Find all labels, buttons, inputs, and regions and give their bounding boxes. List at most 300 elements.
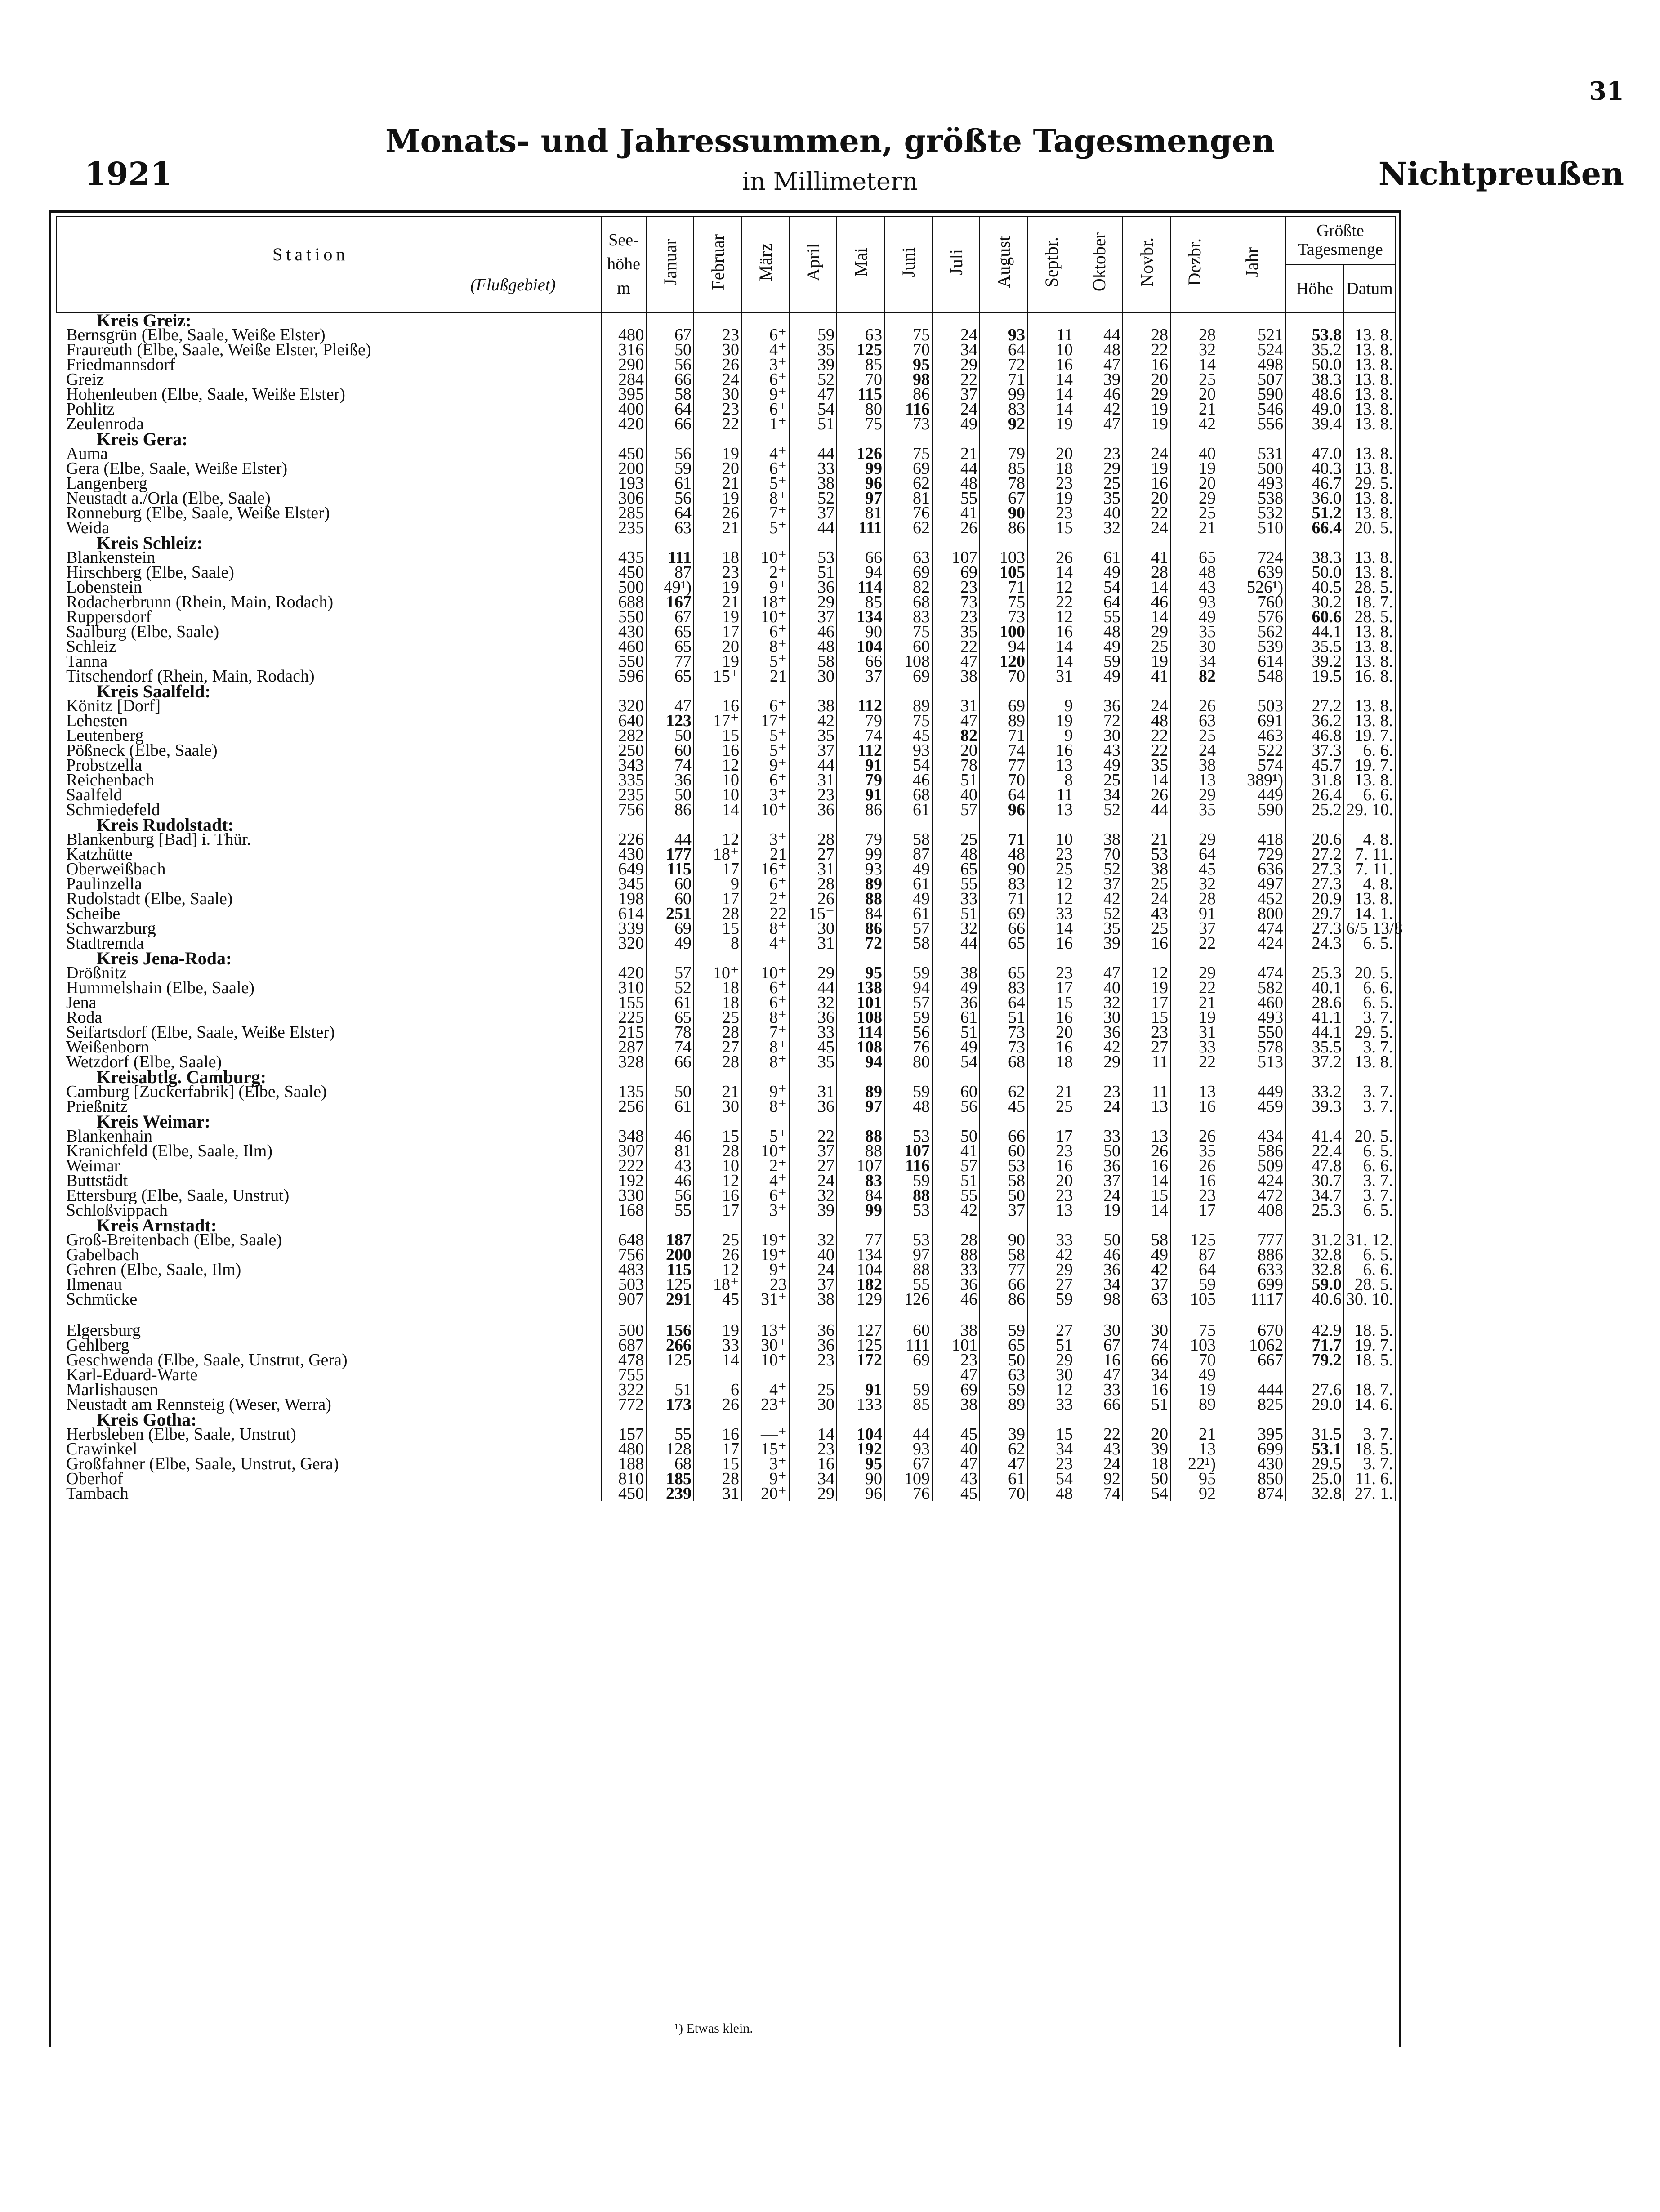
station-name: Schwarzburg bbox=[56, 921, 601, 936]
month-value-cell: 66 bbox=[980, 1277, 1027, 1292]
month-value-cell: 13 bbox=[1123, 1129, 1170, 1144]
month-value-cell: 70 bbox=[884, 343, 932, 357]
month-value-cell: 42 bbox=[1075, 892, 1123, 906]
station-name: Rodacherbrunn (Rhein, Main, Rodach) bbox=[56, 595, 601, 610]
groesste-datum-cell: 31. 12. bbox=[1344, 1233, 1395, 1248]
month-value-cell: 28 bbox=[1123, 565, 1170, 580]
month-value-cell: 85 bbox=[837, 357, 884, 372]
month-value-cell: 16 bbox=[694, 1427, 741, 1442]
station-name: Neustadt am Rennsteig (Weser, Werra) bbox=[56, 1397, 601, 1412]
month-header-aug bbox=[980, 216, 1027, 312]
month-value-cell: 50 bbox=[646, 728, 694, 743]
jahr-cell: 503 bbox=[1218, 699, 1285, 714]
month-value-cell: 71 bbox=[980, 580, 1027, 595]
month-value-cell: 16 bbox=[1027, 743, 1075, 758]
month-value-cell: 111 bbox=[837, 521, 884, 535]
month-value-cell: 19⁺ bbox=[741, 1233, 789, 1248]
month-value-cell: 40 bbox=[932, 788, 980, 803]
month-value-cell: 79 bbox=[837, 773, 884, 788]
table-body bbox=[56, 310, 1403, 1503]
month-header-jul bbox=[932, 216, 980, 312]
month-value-cell: 54 bbox=[789, 402, 837, 417]
jahr-cell: 850 bbox=[1218, 1472, 1285, 1486]
month-value-cell: 51 bbox=[932, 773, 980, 788]
month-value-cell: 73 bbox=[980, 1025, 1027, 1040]
month-value-cell: 43 bbox=[1075, 1442, 1123, 1457]
month-value-cell: 23 bbox=[741, 1277, 789, 1292]
month-value-cell: 29 bbox=[1027, 1262, 1075, 1277]
month-value-cell: 21 bbox=[741, 669, 789, 684]
month-value-cell: 48 bbox=[1123, 714, 1170, 728]
month-value-cell: 15⁺ bbox=[789, 906, 837, 921]
jahr-cell: 510 bbox=[1218, 521, 1285, 535]
month-value-cell: 14 bbox=[789, 1427, 837, 1442]
jahr-cell: 699 bbox=[1218, 1442, 1285, 1457]
month-value-cell: 30 bbox=[789, 921, 837, 936]
month-value-cell: 14 bbox=[1123, 610, 1170, 624]
month-value-cell: 76 bbox=[884, 506, 932, 521]
month-value-cell: 40 bbox=[1075, 981, 1123, 995]
station-name: Kranichfeld (Elbe, Saale, Ilm) bbox=[56, 1144, 601, 1159]
jahr-cell: 576 bbox=[1218, 610, 1285, 624]
jahr-cell: 548 bbox=[1218, 669, 1285, 684]
month-value-cell: 61 bbox=[884, 877, 932, 892]
month-value-cell: 91 bbox=[1170, 906, 1218, 921]
jahr-cell: 389¹) bbox=[1218, 773, 1285, 788]
month-value-cell: 93 bbox=[1170, 595, 1218, 610]
month-value-cell: 88 bbox=[884, 1188, 932, 1203]
station-name: Lehesten bbox=[56, 714, 601, 728]
seehoehe-cell: 235 bbox=[601, 788, 646, 803]
month-value-cell: 87 bbox=[884, 847, 932, 862]
month-value-cell: 15 bbox=[694, 1457, 741, 1472]
groesste-datum-cell: 13. 8. bbox=[1344, 565, 1395, 580]
month-value-cell: 88 bbox=[884, 1262, 932, 1277]
month-value-cell: 44 bbox=[1075, 328, 1123, 343]
station-name: Elgersburg bbox=[56, 1323, 601, 1338]
month-value-cell: 40 bbox=[1170, 446, 1218, 461]
month-value-cell: 20 bbox=[1123, 1427, 1170, 1442]
groesste-datum-cell: 19. 7. bbox=[1344, 758, 1395, 773]
groesste-hoehe-cell: 39.2 bbox=[1285, 654, 1344, 669]
month-value-cell: 38 bbox=[932, 1323, 980, 1338]
groesste-datum-cell: 16. 8. bbox=[1344, 669, 1395, 684]
month-value-cell: 65 bbox=[646, 639, 694, 654]
month-value-cell: 31 bbox=[932, 699, 980, 714]
month-value-cell: 61 bbox=[646, 1099, 694, 1114]
groesste-datum-cell: 13. 8. bbox=[1344, 387, 1395, 402]
seehoehe-cell: 756 bbox=[601, 803, 646, 817]
month-value-cell: 68 bbox=[980, 1055, 1027, 1070]
month-value-cell: 38 bbox=[789, 1292, 837, 1307]
month-value-cell: 45 bbox=[884, 728, 932, 743]
month-value-cell: 10 bbox=[1027, 343, 1075, 357]
station-name: Groß-Breitenbach (Elbe, Saale) bbox=[56, 1233, 601, 1248]
month-value-cell: 51 bbox=[980, 1010, 1027, 1025]
month-value-cell: 32 bbox=[789, 995, 837, 1010]
station-name: Weißenborn bbox=[56, 1040, 601, 1055]
month-value-cell: 35 bbox=[1170, 803, 1218, 817]
month-value-cell: 64 bbox=[980, 343, 1027, 357]
seehoehe-cell: 307 bbox=[601, 1144, 646, 1159]
month-value-cell: 83 bbox=[980, 877, 1027, 892]
month-value-cell: 49 bbox=[932, 1040, 980, 1055]
month-value-cell: 23 bbox=[789, 1353, 837, 1368]
month-value-cell: 105 bbox=[980, 565, 1027, 580]
month-value-cell: 81 bbox=[884, 491, 932, 506]
month-value-cell: 36 bbox=[932, 1277, 980, 1292]
month-value-cell: 266 bbox=[646, 1338, 694, 1353]
month-value-cell: 29 bbox=[1027, 1353, 1075, 1368]
month-value-cell: 13 bbox=[1170, 1084, 1218, 1099]
month-value-cell: 75 bbox=[884, 714, 932, 728]
month-value-cell: 86 bbox=[884, 387, 932, 402]
station-name: Gera (Elbe, Saale, Weiße Elster) bbox=[56, 461, 601, 476]
station-name: Großfahner (Elbe, Saale, Unstrut, Gera) bbox=[56, 1457, 601, 1472]
groesste-datum-cell: 13. 8. bbox=[1344, 343, 1395, 357]
groesste-hoehe-cell: 30.7 bbox=[1285, 1173, 1344, 1188]
month-value-cell: 9 bbox=[1027, 699, 1075, 714]
jahr-cell: 408 bbox=[1218, 1203, 1285, 1218]
month-value-cell: 14 bbox=[694, 803, 741, 817]
month-value-cell: 22¹) bbox=[1170, 1457, 1218, 1472]
month-value-cell: 33 bbox=[1027, 1233, 1075, 1248]
month-value-cell: 12 bbox=[1027, 1382, 1075, 1397]
groesste-datum-cell: 6. 6. bbox=[1344, 788, 1395, 803]
groesste-datum-cell: 3. 7. bbox=[1344, 1099, 1395, 1114]
month-value-cell: 53 bbox=[884, 1129, 932, 1144]
groesste-hoehe-cell: 19.5 bbox=[1285, 669, 1344, 684]
groesste-datum-cell: 29. 5. bbox=[1344, 1025, 1395, 1040]
month-value-cell: 58 bbox=[646, 387, 694, 402]
month-value-cell: 49 bbox=[1170, 1368, 1218, 1382]
month-value-cell: 60 bbox=[932, 1084, 980, 1099]
month-value-cell: 9 bbox=[1027, 728, 1075, 743]
month-value-cell: 49 bbox=[1075, 565, 1123, 580]
month-value-cell: 37 bbox=[1170, 921, 1218, 936]
month-value-cell: 5⁺ bbox=[741, 521, 789, 535]
jahr-cell: 825 bbox=[1218, 1397, 1285, 1412]
groesste-hoehe-cell: 46.8 bbox=[1285, 728, 1344, 743]
month-value-cell: 36 bbox=[789, 803, 837, 817]
jahr-cell: 522 bbox=[1218, 743, 1285, 758]
month-value-cell: 16 bbox=[694, 699, 741, 714]
month-value-cell: 63 bbox=[646, 521, 694, 535]
month-value-cell: 33 bbox=[1170, 1040, 1218, 1055]
station-name: Lobenstein bbox=[56, 580, 601, 595]
month-value-cell: 25 bbox=[694, 1010, 741, 1025]
month-value-cell: 31 bbox=[1027, 669, 1075, 684]
month-value-cell: 26 bbox=[1027, 550, 1075, 565]
month-value-cell: 67 bbox=[646, 610, 694, 624]
month-value-cell: 23 bbox=[932, 610, 980, 624]
month-value-cell: 13⁺ bbox=[741, 1323, 789, 1338]
month-value-cell: 82 bbox=[932, 728, 980, 743]
month-value-cell: 36 bbox=[646, 773, 694, 788]
month-value-cell: 33 bbox=[932, 1262, 980, 1277]
station-name: Hirschberg (Elbe, Saale) bbox=[56, 565, 601, 580]
month-value-cell: 1⁺ bbox=[741, 417, 789, 432]
month-label: Juli bbox=[946, 249, 966, 275]
month-value-cell: 36 bbox=[789, 580, 837, 595]
month-value-cell: 10⁺ bbox=[741, 1353, 789, 1368]
seehoehe-cell: 310 bbox=[601, 981, 646, 995]
month-value-cell: 51 bbox=[932, 906, 980, 921]
month-value-cell: 7⁺ bbox=[741, 1025, 789, 1040]
month-value-cell: 14 bbox=[1027, 372, 1075, 387]
month-value-cell: 57 bbox=[932, 1159, 980, 1173]
month-value-cell: 37 bbox=[980, 1203, 1027, 1218]
month-value-cell: 62 bbox=[980, 1084, 1027, 1099]
month-value-cell: 24 bbox=[1123, 699, 1170, 714]
month-value-cell: 48 bbox=[980, 847, 1027, 862]
month-value-cell: 66 bbox=[980, 921, 1027, 936]
month-value-cell: 47 bbox=[1075, 417, 1123, 432]
month-value-cell: 67 bbox=[646, 328, 694, 343]
month-value-cell: 50 bbox=[646, 1084, 694, 1099]
month-value-cell: 16 bbox=[1027, 936, 1075, 951]
month-value-cell: 40 bbox=[789, 1248, 837, 1262]
month-value-cell: 26 bbox=[932, 521, 980, 535]
month-value-cell: 112 bbox=[837, 699, 884, 714]
month-value-cell: 22 bbox=[1027, 595, 1075, 610]
month-value-cell: 13 bbox=[1027, 758, 1075, 773]
month-value-cell: 75 bbox=[1170, 1323, 1218, 1338]
month-value-cell: 71 bbox=[980, 832, 1027, 847]
month-value-cell: 59 bbox=[646, 461, 694, 476]
seehoehe-cell: 330 bbox=[601, 1188, 646, 1203]
month-value-cell: 35 bbox=[1123, 758, 1170, 773]
month-value-cell: 36 bbox=[932, 995, 980, 1010]
groesste-hoehe-cell: 35.5 bbox=[1285, 1040, 1344, 1055]
month-value-cell: 25 bbox=[932, 832, 980, 847]
seehoehe-cell: 345 bbox=[601, 877, 646, 892]
month-value-cell: 64 bbox=[1170, 1262, 1218, 1277]
month-value-cell: 59 bbox=[884, 1084, 932, 1099]
seehoehe-cell: 225 bbox=[601, 1010, 646, 1025]
page-number: 31 bbox=[1589, 76, 1624, 106]
month-value-cell: 20 bbox=[694, 461, 741, 476]
groesste-hoehe-cell: 44.1 bbox=[1285, 1025, 1344, 1040]
month-value-cell: 103 bbox=[980, 550, 1027, 565]
month-value-cell: 91 bbox=[837, 788, 884, 803]
kreis-name: Kreis Rudolstadt: bbox=[97, 815, 234, 835]
month-value-cell: 79 bbox=[980, 446, 1027, 461]
station-name: Geschwenda (Elbe, Saale, Unstrut, Gera) bbox=[56, 1353, 601, 1368]
jahr-cell: 474 bbox=[1218, 921, 1285, 936]
groesste-hoehe-cell: 37.2 bbox=[1285, 1055, 1344, 1070]
month-value-cell: 21 bbox=[694, 521, 741, 535]
jahr-cell: 760 bbox=[1218, 595, 1285, 610]
jahr-cell: 1062 bbox=[1218, 1338, 1285, 1353]
month-value-cell: 65 bbox=[646, 669, 694, 684]
month-value-cell: 35 bbox=[789, 728, 837, 743]
month-value-cell: 23 bbox=[789, 1442, 837, 1457]
month-value-cell: 19 bbox=[1123, 402, 1170, 417]
month-label: Novbr. bbox=[1136, 237, 1157, 287]
month-value-cell: 3⁺ bbox=[741, 788, 789, 803]
jahr-cell: 633 bbox=[1218, 1262, 1285, 1277]
month-value-cell: 89 bbox=[1170, 1397, 1218, 1412]
month-value-cell: 21 bbox=[1170, 995, 1218, 1010]
month-value-cell: 91 bbox=[837, 1382, 884, 1397]
month-value-cell: 93 bbox=[884, 1442, 932, 1457]
month-value-cell: 23 bbox=[694, 328, 741, 343]
month-value-cell: 23 bbox=[1075, 1084, 1123, 1099]
month-value-cell: 4⁺ bbox=[741, 936, 789, 951]
month-value-cell: 38 bbox=[1170, 758, 1218, 773]
month-value-cell: 45 bbox=[980, 1099, 1027, 1114]
month-value-cell: 79 bbox=[837, 832, 884, 847]
month-value-cell: 19 bbox=[1027, 417, 1075, 432]
month-value-cell: 111 bbox=[646, 550, 694, 565]
month-value-cell: 37 bbox=[789, 1144, 837, 1159]
month-value-cell: 95 bbox=[1170, 1472, 1218, 1486]
month-value-cell: 19 bbox=[1123, 461, 1170, 476]
month-value-cell: 64 bbox=[980, 995, 1027, 1010]
station-name: Seifartsdorf (Elbe, Saale, Weiße Elster) bbox=[56, 1025, 601, 1040]
month-value-cell: 115 bbox=[646, 862, 694, 877]
month-value-cell: 25 bbox=[1123, 639, 1170, 654]
month-value-cell: 35 bbox=[1075, 491, 1123, 506]
month-value-cell: 21 bbox=[741, 847, 789, 862]
month-value-cell: 58 bbox=[980, 1173, 1027, 1188]
month-value-cell: 90 bbox=[837, 1472, 884, 1486]
month-value-cell: 15 bbox=[694, 1129, 741, 1144]
month-value-cell: 19 bbox=[1170, 1010, 1218, 1025]
month-value-cell: 85 bbox=[980, 461, 1027, 476]
month-value-cell: 22 bbox=[1123, 343, 1170, 357]
jahr-cell: 418 bbox=[1218, 832, 1285, 847]
month-value-cell: 6⁺ bbox=[741, 372, 789, 387]
jahr-cell: 498 bbox=[1218, 357, 1285, 372]
month-value-cell: 57 bbox=[646, 966, 694, 981]
month-value-cell: 29 bbox=[932, 357, 980, 372]
month-value-cell: 65 bbox=[646, 1010, 694, 1025]
month-value-cell: 72 bbox=[1075, 714, 1123, 728]
station-name: Camburg [Zuckerfabrik] (Elbe, Saale) bbox=[56, 1084, 601, 1099]
month-value-cell: 75 bbox=[884, 328, 932, 343]
month-value-cell: 44 bbox=[789, 981, 837, 995]
groesste-hoehe-cell: 26.4 bbox=[1285, 788, 1344, 803]
jahr-cell: 459 bbox=[1218, 1099, 1285, 1114]
month-value-cell: 22 bbox=[1170, 981, 1218, 995]
month-value-cell: 23 bbox=[694, 402, 741, 417]
station-name: Ettersburg (Elbe, Saale, Unstrut) bbox=[56, 1188, 601, 1203]
month-value-cell: 108 bbox=[884, 654, 932, 669]
month-value-cell: 4⁺ bbox=[741, 1382, 789, 1397]
station-column-label: Station bbox=[272, 244, 349, 264]
seehoehe-cell: 430 bbox=[601, 847, 646, 862]
seehoehe-cell: 339 bbox=[601, 921, 646, 936]
month-value-cell: 14 bbox=[1027, 387, 1075, 402]
month-value-cell: 36 bbox=[789, 1010, 837, 1025]
table-row bbox=[56, 1486, 1395, 1501]
groesste-datum-cell: 18. 7. bbox=[1344, 1382, 1395, 1397]
month-value-cell: 45 bbox=[932, 1486, 980, 1501]
month-value-cell: 12 bbox=[1027, 892, 1075, 906]
seehoehe-cell: 306 bbox=[601, 491, 646, 506]
month-value-cell: 54 bbox=[1075, 580, 1123, 595]
month-value-cell: 120 bbox=[980, 654, 1027, 669]
month-value-cell: 22 bbox=[789, 1129, 837, 1144]
month-value-cell: 54 bbox=[932, 1055, 980, 1070]
month-value-cell: 6⁺ bbox=[741, 461, 789, 476]
month-value-cell: 60 bbox=[980, 1144, 1027, 1159]
month-value-cell: 28 bbox=[694, 906, 741, 921]
groesste-hoehe-cell: 22.4 bbox=[1285, 1144, 1344, 1159]
groesste-hoehe-cell: 29.5 bbox=[1285, 1457, 1344, 1472]
month-value-cell: 74 bbox=[1123, 1338, 1170, 1353]
month-value-cell: 42 bbox=[1075, 1040, 1123, 1055]
month-value-cell: 114 bbox=[837, 580, 884, 595]
month-header-may bbox=[837, 216, 884, 312]
month-value-cell: 17 bbox=[694, 1442, 741, 1457]
month-value-cell: 18⁺ bbox=[694, 1277, 741, 1292]
month-value-cell: 107 bbox=[837, 1159, 884, 1173]
month-value-cell: 116 bbox=[884, 1159, 932, 1173]
month-value-cell: 37 bbox=[789, 1277, 837, 1292]
month-value-cell: 33 bbox=[789, 1025, 837, 1040]
jahr-cell: 874 bbox=[1218, 1486, 1285, 1501]
groesste-hoehe-cell: 31.8 bbox=[1285, 773, 1344, 788]
month-value-cell: 19 bbox=[1170, 461, 1218, 476]
month-value-cell: 200 bbox=[646, 1248, 694, 1262]
month-value-cell: 44 bbox=[789, 446, 837, 461]
groesste-hoehe-cell: 27.2 bbox=[1285, 699, 1344, 714]
month-value-cell: 15 bbox=[694, 921, 741, 936]
month-value-cell: 14 bbox=[1123, 1203, 1170, 1218]
month-value-cell: 83 bbox=[980, 402, 1027, 417]
station-name: Wetzdorf (Elbe, Saale) bbox=[56, 1055, 601, 1070]
month-value-cell: 29 bbox=[1075, 461, 1123, 476]
month-value-cell: 24 bbox=[789, 1262, 837, 1277]
month-value-cell: 60 bbox=[884, 639, 932, 654]
month-value-cell: 18 bbox=[1123, 1457, 1170, 1472]
month-value-cell: 52 bbox=[789, 372, 837, 387]
table-row bbox=[56, 862, 1395, 877]
month-value-cell: 31 bbox=[1170, 1025, 1218, 1040]
month-value-cell: 17 bbox=[694, 624, 741, 639]
month-value-cell: 27 bbox=[1027, 1277, 1075, 1292]
month-value-cell: 59 bbox=[980, 1323, 1027, 1338]
month-value-cell: 86 bbox=[646, 803, 694, 817]
month-value-cell: 89 bbox=[884, 699, 932, 714]
station-name: Prießnitz bbox=[56, 1099, 601, 1114]
groesste-hoehe-cell: 41.4 bbox=[1285, 1129, 1344, 1144]
month-value-cell: 50 bbox=[646, 788, 694, 803]
month-value-cell: 37 bbox=[789, 506, 837, 521]
month-value-cell: 128 bbox=[646, 1442, 694, 1457]
month-value-cell: 6⁺ bbox=[741, 328, 789, 343]
month-value-cell: 17 bbox=[1170, 1203, 1218, 1218]
month-value-cell: 50 bbox=[980, 1188, 1027, 1203]
month-value-cell: 82 bbox=[1170, 669, 1218, 684]
groesste-datum-cell: 14. 1. bbox=[1344, 906, 1395, 921]
month-value-cell: 125 bbox=[837, 1338, 884, 1353]
month-value-cell: 16 bbox=[1170, 1099, 1218, 1114]
seehoehe-cell: 200 bbox=[601, 461, 646, 476]
month-value-cell: 10⁺ bbox=[741, 550, 789, 565]
month-value-cell: 6⁺ bbox=[741, 981, 789, 995]
jahr-cell: 472 bbox=[1218, 1188, 1285, 1203]
jahr-cell: 724 bbox=[1218, 550, 1285, 565]
month-value-cell: 23 bbox=[789, 788, 837, 803]
station-name: Gehlberg bbox=[56, 1338, 601, 1353]
month-value-cell: 69 bbox=[980, 699, 1027, 714]
groesste-hoehe-cell: 41.1 bbox=[1285, 1010, 1344, 1025]
month-value-cell: 90 bbox=[980, 506, 1027, 521]
